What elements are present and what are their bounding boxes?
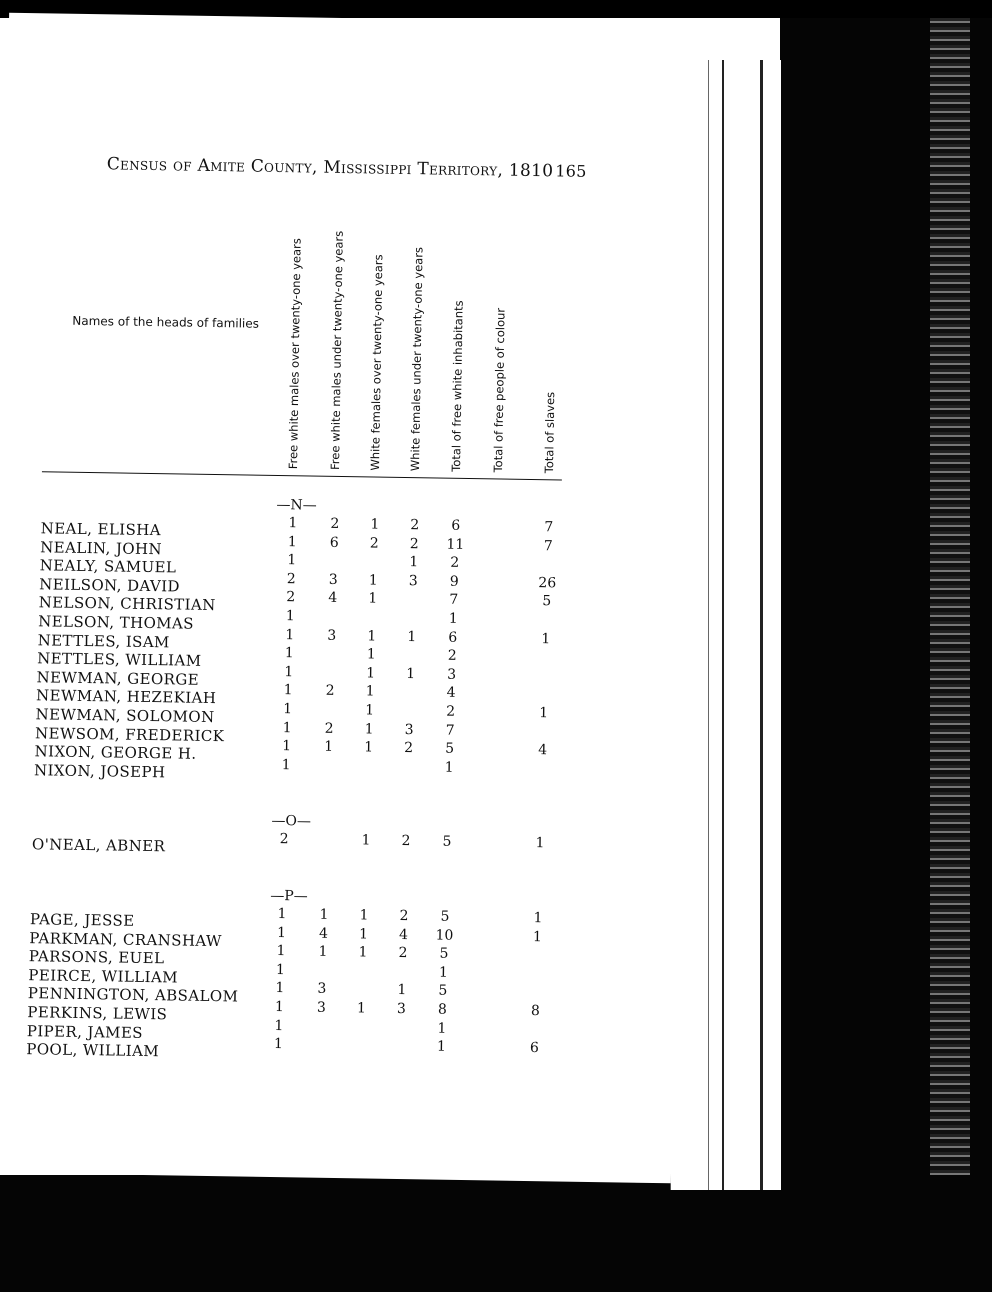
- count-cell: 1: [284, 645, 294, 662]
- count-cell: 1: [359, 907, 369, 924]
- head-of-family-name: POOL, WILLIAM: [26, 1040, 160, 1061]
- head-of-family-name: PARKMAN, CRANSHAW: [29, 928, 222, 950]
- count-cell: 1: [285, 608, 295, 625]
- count-cell: 3: [317, 981, 327, 998]
- head-of-family-name: NIXON, JOSEPH: [33, 761, 166, 782]
- count-cell: 7: [445, 722, 455, 739]
- count-cell: 1: [364, 739, 374, 756]
- count-cell: 1: [287, 533, 297, 550]
- head-of-family-name: NELSON, CHRISTIAN: [38, 593, 216, 615]
- count-cell: 4: [538, 742, 548, 759]
- section-letter: —N—: [276, 496, 317, 514]
- column-heading: Total of slaves: [541, 391, 558, 474]
- count-cell: 2: [447, 647, 457, 665]
- head-of-family-name: NEWMAN, SOLOMON: [35, 705, 215, 727]
- scan-border-bottom: [0, 1175, 992, 1292]
- count-cell: 2: [401, 833, 411, 850]
- count-cell: 2: [450, 554, 460, 572]
- count-cell: 3: [327, 627, 337, 644]
- count-cell: 8: [530, 1003, 540, 1020]
- head-of-family-name: PENNINGTON, ABSALOM: [27, 984, 239, 1006]
- count-cell: 7: [449, 592, 459, 609]
- column-heading: White females over twenty-one years: [368, 254, 386, 471]
- count-cell: 1: [281, 756, 291, 774]
- count-cell: 1: [282, 738, 292, 755]
- count-cell: 1: [532, 928, 543, 945]
- count-cell: 1: [324, 738, 334, 756]
- count-cell: 1: [448, 610, 458, 627]
- count-cell: 9: [449, 573, 459, 590]
- count-cell: 1: [274, 999, 285, 1016]
- gutter-line: [708, 60, 709, 1190]
- count-cell: 6: [448, 629, 458, 646]
- count-cell: 1: [365, 683, 375, 700]
- count-cell: 2: [446, 703, 456, 720]
- head-of-family-name: PEIRCE, WILLIAM: [28, 965, 179, 987]
- column-heading: Total of free white inhabitants: [448, 300, 466, 472]
- count-cell: 5: [438, 982, 448, 1000]
- table-row: [26, 1036, 626, 1068]
- count-cell: 5: [439, 945, 449, 962]
- count-cell: 7: [543, 537, 553, 554]
- count-cell: 1: [273, 1036, 283, 1053]
- count-cell: 5: [440, 908, 450, 925]
- count-cell: 1: [368, 572, 378, 589]
- head-of-family-name: NEAL, ELISHA: [40, 519, 162, 540]
- head-of-family-name: PARSONS, EUEL: [28, 947, 165, 968]
- count-cell: 3: [396, 1000, 407, 1018]
- count-cell: 1: [366, 646, 376, 663]
- count-cell: 2: [410, 517, 420, 534]
- table-row: [31, 831, 632, 864]
- count-cell: 1: [541, 630, 551, 647]
- count-cell: 1: [275, 961, 286, 978]
- head-of-family-name: NEILSON, DAVID: [39, 575, 181, 596]
- count-cell: 2: [404, 740, 414, 757]
- count-cell: 6: [529, 1040, 539, 1057]
- count-cell: 1: [319, 906, 329, 923]
- count-cell: 1: [285, 626, 295, 643]
- count-cell: 8: [437, 1001, 447, 1018]
- count-cell: 3: [408, 572, 418, 590]
- count-cell: 1: [409, 554, 419, 571]
- page-gutter: [670, 60, 781, 1190]
- page-title: Census of Amite County, Mississippi Territory, 1810: [106, 154, 554, 182]
- count-cell: 1: [358, 925, 369, 943]
- head-of-family-name: PAGE, JESSE: [29, 910, 135, 930]
- scan-page-edge: [930, 18, 970, 1292]
- count-cell: 1: [276, 943, 286, 960]
- count-cell: 1: [436, 1038, 446, 1055]
- count-cell: 1: [438, 964, 449, 981]
- count-cell: 1: [276, 924, 287, 941]
- census-page: [0, 13, 689, 1184]
- count-cell: 3: [316, 999, 327, 1016]
- count-cell: 2: [324, 720, 334, 737]
- count-cell: 1: [364, 720, 374, 738]
- head-of-family-name: PIPER, JAMES: [26, 1021, 144, 1042]
- count-cell: 4: [446, 685, 456, 702]
- count-cell: 4: [398, 926, 409, 943]
- head-of-family-name: NEWSOM, FREDERICK: [34, 723, 225, 745]
- gutter-line: [760, 60, 763, 1190]
- head-of-family-name: NEWMAN, HEZEKIAH: [35, 686, 217, 708]
- head-of-family-name: NEALIN, JOHN: [40, 537, 163, 558]
- count-cell: 6: [329, 534, 339, 551]
- count-cell: 2: [369, 535, 379, 552]
- count-cell: 2: [286, 570, 296, 588]
- count-cell: 26: [538, 574, 557, 592]
- count-cell: 3: [328, 571, 338, 588]
- count-cell: 6: [451, 517, 461, 534]
- count-cell: 1: [437, 1020, 447, 1037]
- count-cell: 1: [407, 628, 417, 645]
- page-number: 165: [555, 161, 587, 181]
- head-of-family-name: NETTLES, WILLIAM: [36, 649, 202, 671]
- count-cell: 1: [366, 665, 376, 682]
- count-cell: 7: [544, 519, 554, 536]
- section-letter: —O—: [271, 813, 312, 830]
- count-cell: 5: [542, 593, 552, 610]
- count-cell: 11: [446, 536, 465, 553]
- count-cell: 2: [279, 831, 289, 848]
- head-of-family-name: NEALY, SAMUEL: [39, 556, 177, 577]
- column-headings: [2, 13, 689, 479]
- count-cell: 2: [286, 589, 296, 606]
- count-cell: 1: [397, 982, 407, 999]
- count-cell: 2: [398, 945, 408, 962]
- head-of-family-name: PERKINS, LEWIS: [27, 1003, 168, 1024]
- count-cell: 1: [370, 516, 380, 533]
- gutter-line: [722, 60, 724, 1190]
- count-cell: 4: [318, 925, 329, 942]
- count-cell: 1: [365, 702, 375, 719]
- count-cell: 1: [275, 980, 285, 997]
- count-cell: 1: [283, 701, 293, 718]
- count-cell: 2: [399, 907, 409, 925]
- count-cell: 2: [330, 515, 340, 532]
- count-cell: 3: [404, 721, 414, 738]
- count-cell: 2: [325, 683, 335, 700]
- head-of-family-name: O'NEAL, ABNER: [31, 835, 166, 856]
- count-cell: 1: [444, 759, 454, 776]
- head-of-family-name: NELSON, THOMAS: [38, 612, 195, 633]
- column-heading: Total of free people of colour: [490, 307, 508, 473]
- head-of-family-name: NEWMAN, GEORGE: [36, 668, 200, 689]
- count-cell: 1: [282, 719, 292, 736]
- count-cell: 1: [274, 1017, 284, 1034]
- count-cell: 1: [287, 552, 297, 569]
- count-cell: 5: [445, 740, 455, 757]
- count-cell: 3: [447, 666, 457, 683]
- count-cell: 1: [368, 590, 378, 607]
- count-cell: 1: [535, 835, 545, 852]
- head-of-family-name: NIXON, GEORGE H.: [34, 742, 197, 763]
- head-of-family-name: NETTLES, ISAM: [37, 630, 170, 651]
- count-cell: 4: [328, 590, 338, 607]
- count-cell: 1: [358, 944, 368, 961]
- count-cell: 1: [533, 910, 543, 927]
- count-cell: 1: [356, 1000, 367, 1017]
- count-cell: 5: [442, 834, 452, 851]
- count-cell: 1: [406, 665, 416, 682]
- count-cell: 1: [367, 628, 377, 645]
- column-heading: Free white males under twenty-one years: [328, 230, 346, 471]
- section-letter: —P—: [270, 887, 308, 905]
- count-cell: 2: [409, 535, 419, 552]
- count-cell: 1: [318, 943, 328, 961]
- count-cell: 1: [539, 705, 549, 722]
- count-cell: 10: [435, 927, 454, 944]
- column-heading: White females under twenty-one years: [408, 246, 426, 472]
- column-heading: Free white males over twenty-one years: [286, 238, 304, 470]
- names-column-heading: Names of the heads of families: [72, 313, 260, 331]
- count-cell: 1: [288, 515, 298, 532]
- count-cell: 1: [284, 663, 294, 681]
- count-cell: 1: [277, 906, 287, 923]
- count-cell: 1: [283, 682, 293, 699]
- count-cell: 1: [361, 832, 371, 849]
